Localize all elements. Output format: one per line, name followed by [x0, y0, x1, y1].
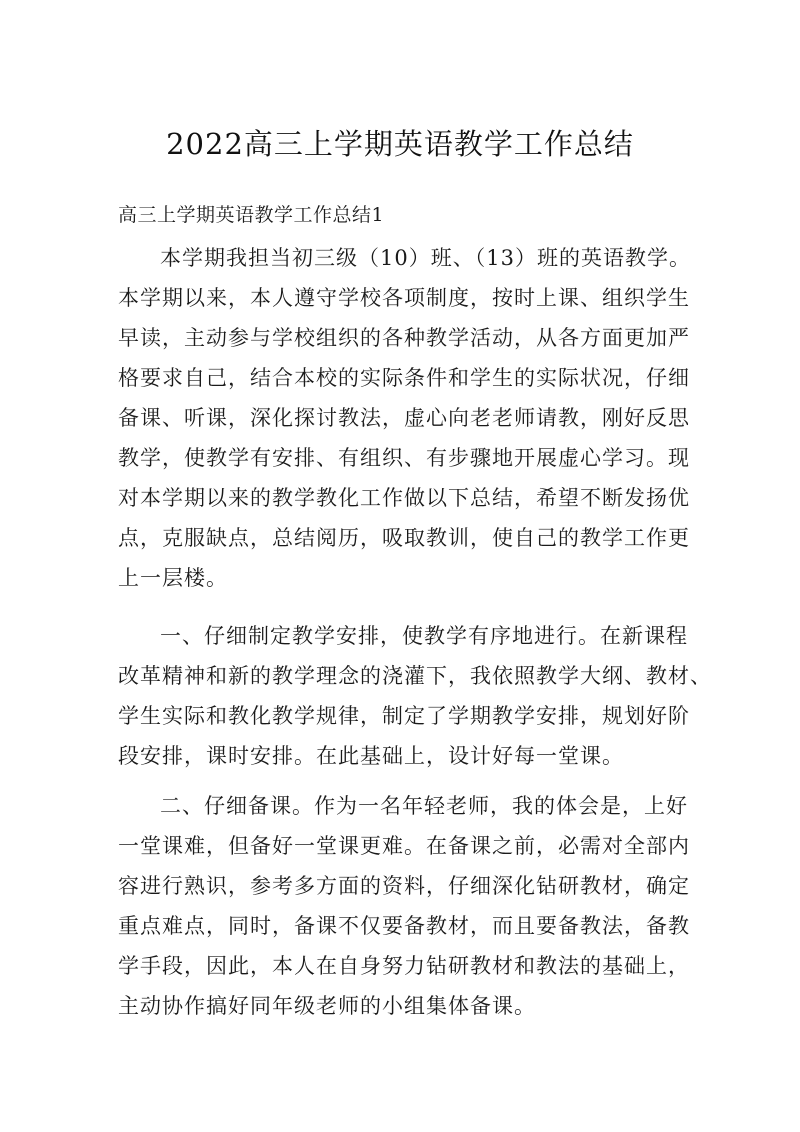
paragraph-line: 学生实际和教化教学规律，制定了学期教学安排，规划好阶: [118, 704, 690, 728]
paragraph-line: 学手段，因此，本人在自身努力钻研教材和教法的基础上，: [118, 954, 690, 978]
paragraph-1: [118, 238, 698, 598]
paragraph-line: 上一层楼。: [118, 566, 228, 590]
paragraph-line: 点，克服缺点，总结阅历，吸取教训，使自己的教学工作更: [118, 526, 690, 550]
document-title: 2022高三上学期英语教学工作总结: [166, 127, 634, 161]
paragraph-line: 重点难点，同时，备课不仅要备教材，而且要备教法，备教: [118, 914, 690, 938]
paragraph-line: 段安排，课时安排。在此基础上，设计好每一堂课。: [118, 744, 624, 768]
paragraph-line: 主动协作搞好同年级老师的小组集体备课。: [118, 994, 536, 1018]
paragraph-line: 本学期我担当初三级（10）班、（13）班的英语教学。: [160, 246, 691, 270]
paragraph-line: 本学期以来，本人遵守学校各项制度，按时上课、组织学生: [118, 286, 690, 310]
paragraph-line: 一堂课难，但备好一堂课更难。在备课之前，必需对全部内: [118, 834, 690, 858]
paragraph-line: 备课、听课，深化探讨教法，虚心向老老师请教，刚好反思: [118, 406, 690, 430]
paragraph-line: 格要求自己，结合本校的实际条件和学生的实际状况，仔细: [118, 366, 690, 390]
paragraph-line: 教学，使教学有安排、有组织、有步骤地开展虚心学习。现: [118, 446, 690, 470]
paragraph-line: 对本学期以来的教学教化工作做以下总结，希望不断发扬优: [118, 486, 690, 510]
paragraph-2: [118, 616, 712, 776]
paragraph-3: [118, 786, 698, 1026]
paragraph-line: 容进行熟识，参考多方面的资料，仔细深化钻研教材，确定: [118, 874, 690, 898]
paragraph-line: 一、仔细制定教学安排，使教学有序地进行。在新课程: [160, 624, 688, 648]
paragraph-line: 二、仔细备课。作为一名年轻老师，我的体会是，上好: [160, 794, 688, 818]
paragraph-line: 改革精神和新的教学理念的浇灌下，我依照教学大纲、教材、: [118, 664, 712, 688]
document-subtitle: 高三上学期英语教学工作总结1: [118, 204, 385, 226]
paragraph-line: 早读，主动参与学校组织的各种教学活动，从各方面更加严: [118, 326, 690, 350]
